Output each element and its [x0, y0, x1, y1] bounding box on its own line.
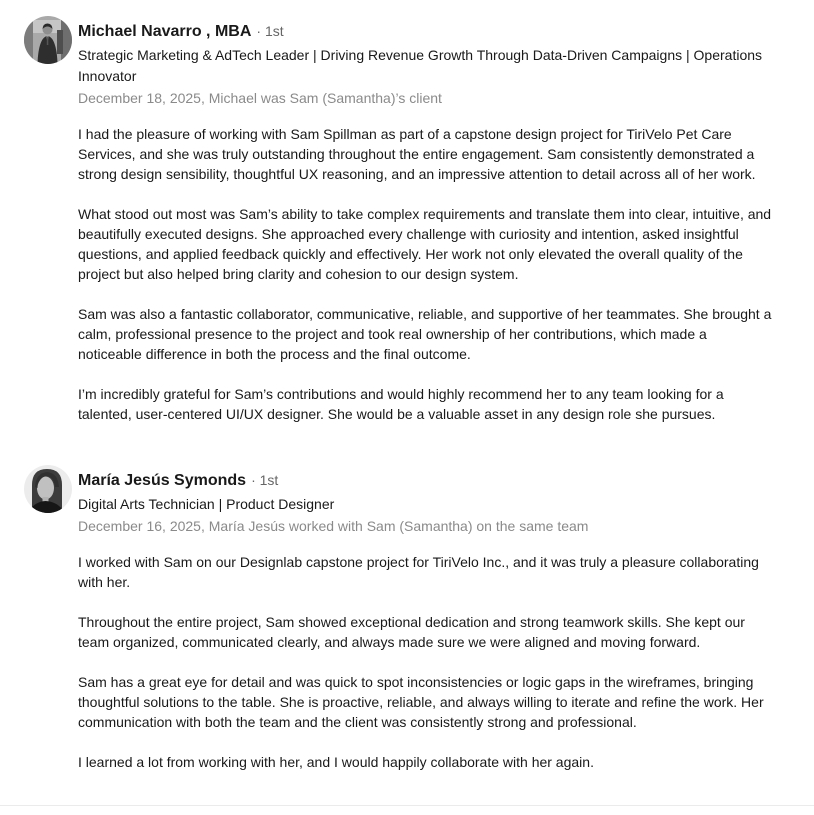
recommendation-paragraph: I worked with Sam on our Designlab capstone project for TiriVelo Inc., and it was truly a pleasure collaborating with her. — [78, 554, 759, 590]
avatar-michael[interactable] — [24, 16, 72, 64]
recommendation-body — [78, 465, 774, 772]
recommendation-paragraph: Sam was also a fantastic collaborator, communicative, reliable, and supportive of her teammates. She brought a calm, professional presence to the project and took real ownership of her contributions, which made a noticeable difference in both the process and the final outcome. — [78, 306, 772, 362]
recommendation-paragraph: I had the pleasure of working with Sam Spillman as part of a capstone design project for TiriVelo Pet Care Services, and she was truly outstanding throughout the entire engagement. Sam consistently demonstrated a strong design sensibility, thoughtful UX reasoning, and an impressive attention to detail across all of her work. — [78, 126, 756, 182]
name-line — [78, 21, 774, 42]
recommendation-paragraph: Sam has a great eye for detail and was quick to spot inconsistencies or logic gaps in the wireframes, bringing thoughtful solutions to the table. She is proactive, reliable, and always willing to iterate and refine the work. Her communication with both the team and the client was consistently strong and professional. — [78, 674, 764, 730]
recommendation-paragraph: I learned a lot from working with her, and I would happily collaborate with her again. — [78, 754, 594, 770]
recommender-headline: Strategic Marketing & AdTech Leader | Driving Revenue Growth Through Data-Driven Campaigns | Operations Innovator — [78, 47, 763, 84]
connection-degree-badge: · 1st — [251, 472, 279, 488]
recommendation-paragraph: I’m incredibly grateful for Sam’s contributions and would highly recommend her to any team looking for a talented, user-centered UI/UX designer. She would be a valuable asset in any design role she pursues. — [78, 386, 724, 422]
recommendation-text — [78, 552, 774, 772]
recommender-name[interactable]: María Jesús Symonds — [78, 472, 247, 489]
connection-degree-badge: · 1st — [256, 23, 284, 39]
recommendation-text — [78, 124, 774, 424]
recommendation-item-michael — [0, 16, 814, 424]
recommendation-paragraph: Throughout the entire project, Sam showed exceptional dedication and strong teamwork skills. She kept our team organized, communicated clearly, and always made sure we were aligned and moving forward. — [78, 614, 745, 650]
recommender-name[interactable]: Michael Navarro , MBA — [78, 23, 252, 40]
recommendation-item-maria — [0, 465, 814, 772]
name-line — [78, 470, 774, 491]
section-divider — [0, 805, 814, 806]
recommendation-context: December 16, 2025, María Jesús worked with Sam (Samantha) on the same team — [78, 518, 589, 534]
person-photo-icon — [24, 16, 72, 64]
recommendation-paragraph: What stood out most was Sam’s ability to take complex requirements and translate them into clear, intuitive, and beautifully executed designs. She approached every challenge with curiosity and intention, asked insightful questions, and applied feedback quickly and effectively. Her work not only elevated the overall quality of the project but also helped bring clarity and cohesion to our design system. — [78, 206, 772, 282]
recommender-headline: Digital Arts Technician | Product Designer — [78, 496, 335, 512]
recommendation-body — [78, 16, 774, 424]
recommendation-context: December 18, 2025, Michael was Sam (Samantha)’s client — [78, 90, 442, 106]
avatar-maria[interactable] — [24, 465, 72, 513]
person-photo-icon — [24, 465, 72, 513]
